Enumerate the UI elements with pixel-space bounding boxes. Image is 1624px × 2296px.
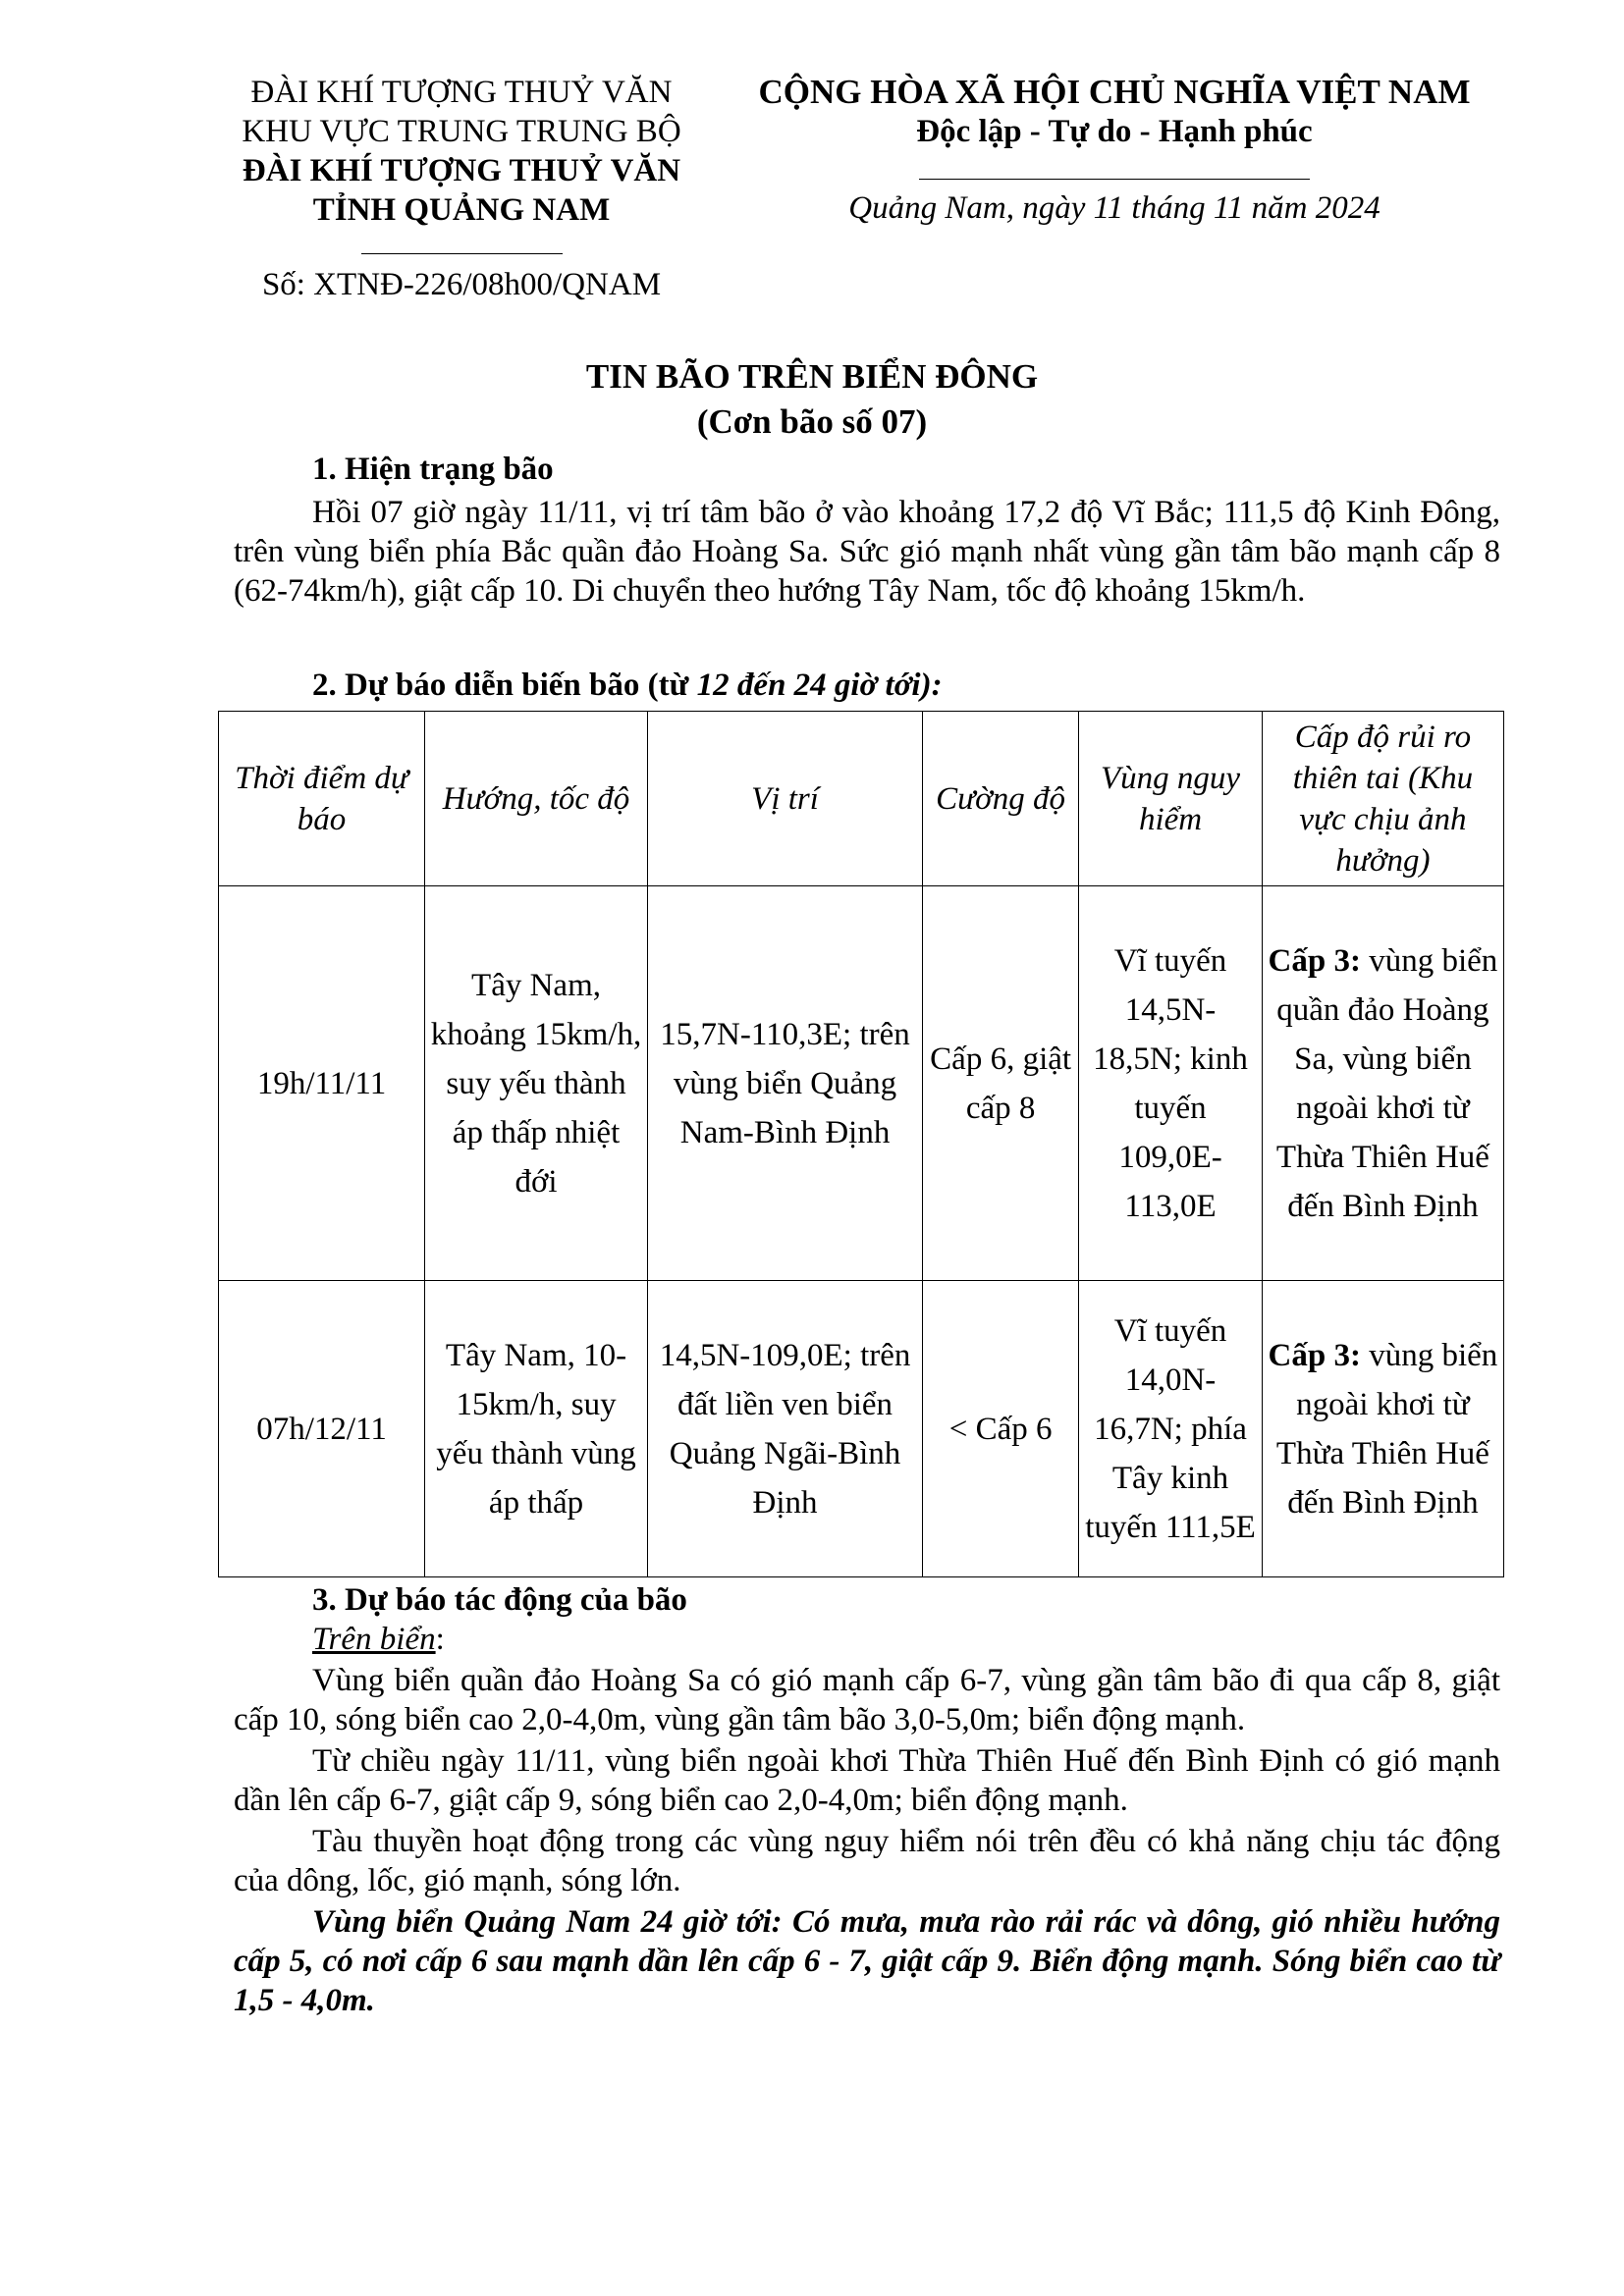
risk-level: Cấp 3: xyxy=(1268,1337,1361,1373)
risk-area: vùng biển quần đảo Hoàng Sa, vùng biển ngoài khơi từ Thừa Thiên Huế đến Bình Định xyxy=(1275,942,1498,1224)
document-number: Số: XTNĐ-226/08h00/QNAM xyxy=(261,267,662,302)
agency-line-2: KHU VỰC TRUNG TRUNG BỘ xyxy=(242,114,681,149)
quang-nam-forecast xyxy=(234,1902,1500,2020)
nation-title: CỘNG HÒA XÃ HỘI CHỦ NGHĨA VIỆT NAM xyxy=(758,73,1471,111)
header-intensity: Cường độ xyxy=(923,712,1079,886)
header-risk: Cấp độ rủi ro thiên tai (Khu vực chịu ảnh hưởng) xyxy=(1262,712,1503,886)
motto-divider xyxy=(919,179,1310,180)
agency-header xyxy=(196,73,727,230)
section-1-body: Hồi 07 giờ ngày 11/11, vị trí tâm bão ở vào khoảng 17,2 độ Vĩ Bắc; 111,5 độ Kinh Đông, trên vùng biển phía Bắc quần đảo Hoàng Sa. Sức gió mạnh nhất vùng gần tâm bão mạnh cấp 8 (62-74km/h), giật cấp 10. Di chuyển theo hướng Tây Nam, tốc độ khoảng 15km/h. xyxy=(234,495,1500,609)
agency-bold-line-1: ĐÀI KHÍ TƯỢNG THUỶ VĂN xyxy=(242,153,681,188)
subheading-colon: : xyxy=(435,1622,445,1657)
table-header-row xyxy=(219,712,1504,886)
cell-intensity: Cấp 6, giật cấp 8 xyxy=(923,886,1079,1281)
section-2-heading-italic: 12 đến 24 giờ tới): xyxy=(696,667,943,703)
cell-time: 19h/11/11 xyxy=(219,886,425,1281)
paragraph-text: Tàu thuyền hoạt động trong các vùng nguy hiểm nói trên đều có khả năng chịu tác động của dông, lốc, gió mạnh, sóng lớn. xyxy=(234,1824,1500,1898)
cell-position: 15,7N-110,3E; trên vùng biển Quảng Nam-Bình Định xyxy=(648,886,923,1281)
section-3-subheading xyxy=(312,1622,445,1658)
cell-intensity: < Cấp 6 xyxy=(923,1281,1079,1577)
agency-line-1: ĐÀI KHÍ TƯỢNG THUỶ VĂN xyxy=(250,75,673,110)
header-position: Vị trí xyxy=(648,712,923,886)
header-time: Thời điểm dự báo xyxy=(219,712,425,886)
section-3-heading: 3. Dự báo tác động của bão xyxy=(312,1582,687,1618)
risk-level: Cấp 3: xyxy=(1268,942,1361,979)
table-row xyxy=(219,886,1504,1281)
paragraph-text: Từ chiều ngày 11/11, vùng biển ngoài khơi Thừa Thiên Huế đến Bình Định có gió mạnh dần lên cấp 6-7, giật cấp 9, sóng biển cao 2,0-4,0m; biển động mạnh. xyxy=(234,1743,1500,1818)
cell-position: 14,5N-109,0E; trên đất liền ven biển Quảng Ngãi-Bình Định xyxy=(648,1281,923,1577)
section-1-heading: 1. Hiện trạng bão xyxy=(312,452,554,487)
forecast-table xyxy=(218,711,1504,1577)
section-1-text xyxy=(234,493,1500,611)
cell-risk xyxy=(1262,1281,1503,1577)
agency-divider xyxy=(361,253,563,254)
header-danger: Vùng nguy hiểm xyxy=(1079,712,1263,886)
risk-area: vùng biển ngoài khơi từ Thừa Thiên Huế đến Bình Định xyxy=(1275,1337,1498,1521)
table-row xyxy=(219,1281,1504,1577)
highlight-text: Vùng biển Quảng Nam 24 giờ tới: Có mưa, mưa rào rải rác và dông, gió nhiều hướng cấp 5, có nơi cấp 6 sau mạnh dần lên cấp 6 - 7, giật cấp 9. Biển động mạnh. Sóng biển cao từ 1,5 - 4,0m. xyxy=(234,1904,1500,2018)
cell-danger: Vĩ tuyến 14,5N-18,5N; kinh tuyến 109,0E-113,0E xyxy=(1079,886,1263,1281)
cell-direction: Tây Nam, khoảng 15km/h, suy yếu thành áp thấp nhiệt đới xyxy=(425,886,648,1281)
issue-date: Quảng Nam, ngày 11 tháng 11 năm 2024 xyxy=(848,190,1380,226)
section-2-heading xyxy=(312,667,943,704)
cell-direction: Tây Nam, 10-15km/h, suy yếu thành vùng áp thấp xyxy=(425,1281,648,1577)
motto: Độc lập - Tự do - Hạnh phúc xyxy=(916,114,1313,149)
paragraph-text: Vùng biển quần đảo Hoàng Sa có gió mạnh cấp 6-7, vùng gần tâm bão đi qua cấp 8, giật cấp 10, sóng biển cao 2,0-4,0m, vùng gần tâm bão 3,0-5,0m; biển động mạnh. xyxy=(234,1663,1500,1737)
subheading-text: Trên biển xyxy=(312,1622,436,1657)
nation-header xyxy=(727,73,1502,151)
page-subtitle: (Cơn bão số 07) xyxy=(696,402,928,441)
cell-time: 07h/12/11 xyxy=(219,1281,425,1577)
cell-danger: Vĩ tuyến 14,0N-16,7N; phía Tây kinh tuyến 111,5E xyxy=(1079,1281,1263,1577)
page-title: TIN BÃO TRÊN BIỂN ĐÔNG xyxy=(585,357,1039,396)
header-direction: Hướng, tốc độ xyxy=(425,712,648,886)
section-3-paragraph-1 xyxy=(234,1661,1500,1739)
section-3-paragraph-3 xyxy=(234,1822,1500,1900)
section-3-paragraph-2 xyxy=(234,1741,1500,1820)
agency-bold-line-2: TỈNH QUẢNG NAM xyxy=(312,192,611,228)
section-2-heading-bold: 2. Dự báo diễn biến bão (từ xyxy=(312,667,697,703)
cell-risk xyxy=(1262,886,1503,1281)
